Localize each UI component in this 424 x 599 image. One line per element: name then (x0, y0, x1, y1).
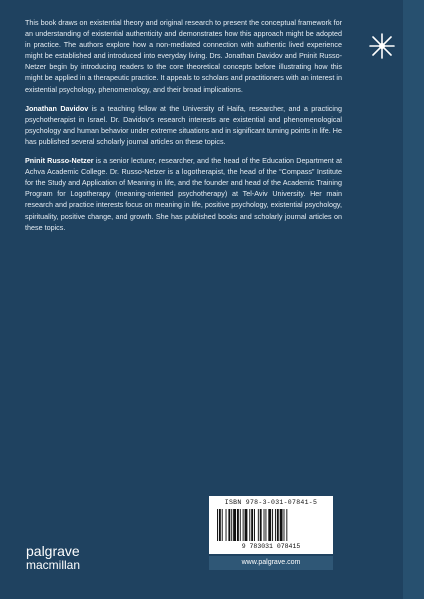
publisher-name-line1: palgrave (26, 543, 80, 559)
barcode-digits: 9 783031 078415 (241, 543, 301, 550)
springer-logo-icon (366, 30, 398, 62)
author-name: Pninit Russo-Netzer (25, 156, 94, 166)
back-cover-text (25, 17, 342, 241)
author-bio-russo-netzer: Pninit Russo-Netzer is a senior lecturer, researcher, and the head of the Education Department at Achva Academic College. Dr. Russo-Netzer is a logotherapist, the head of the “Compass” Institute for the Study and Application of Meaning in life, and the founder and head of the Academic Training Program for Logotherapy (meaning-oriented psychotherapy) at Tel-Aviv University. Her main research and practice interests focus on meaning in life, positive psychology, existential psychology, spirituality, positive change, and growth. She has published books and scholarly journal articles on these topics. (25, 156, 343, 232)
author-name: Jonathan Davidov (25, 103, 89, 113)
barcode-icon (215, 509, 327, 545)
publisher-logo (26, 544, 80, 572)
book-spine (403, 0, 424, 599)
publisher-name-line2: macmillan (26, 558, 81, 572)
barcode-box (209, 496, 333, 554)
publisher-url[interactable]: www.palgrave.com (209, 556, 333, 570)
isbn-text: ISBN 978-3-031-07841-5 (224, 499, 318, 506)
blurb-paragraph: This book draws on existential theory and original research to present the conceptual framework for an understanding of existential authenticity and demonstrates how this approach might be adopted in practice. The authors explore how a non-mediated connection with authentic lived experience might be established and introduced into everyday living. Drs. Jonathan Davidov and Pninit Russo-Netzer begin by introducing readers to the core theoretical concepts before illustrating how this might be applied in a therapeutic practice. It appeals to scholars and practitioners with an interest in existential psychology, phenomenology, and their broad implications. (25, 18, 342, 94)
author-bio-davidov: Jonathan Davidov is a teaching fellow at the University of Haifa, researcher, and a practicing psychotherapist in Israel. Dr. Davidov’s research interests are existential and phenomenological psychology and human behavior under extreme situations and in significant turning points in life. He has published several scholarly journal articles on these topics. (25, 103, 342, 146)
